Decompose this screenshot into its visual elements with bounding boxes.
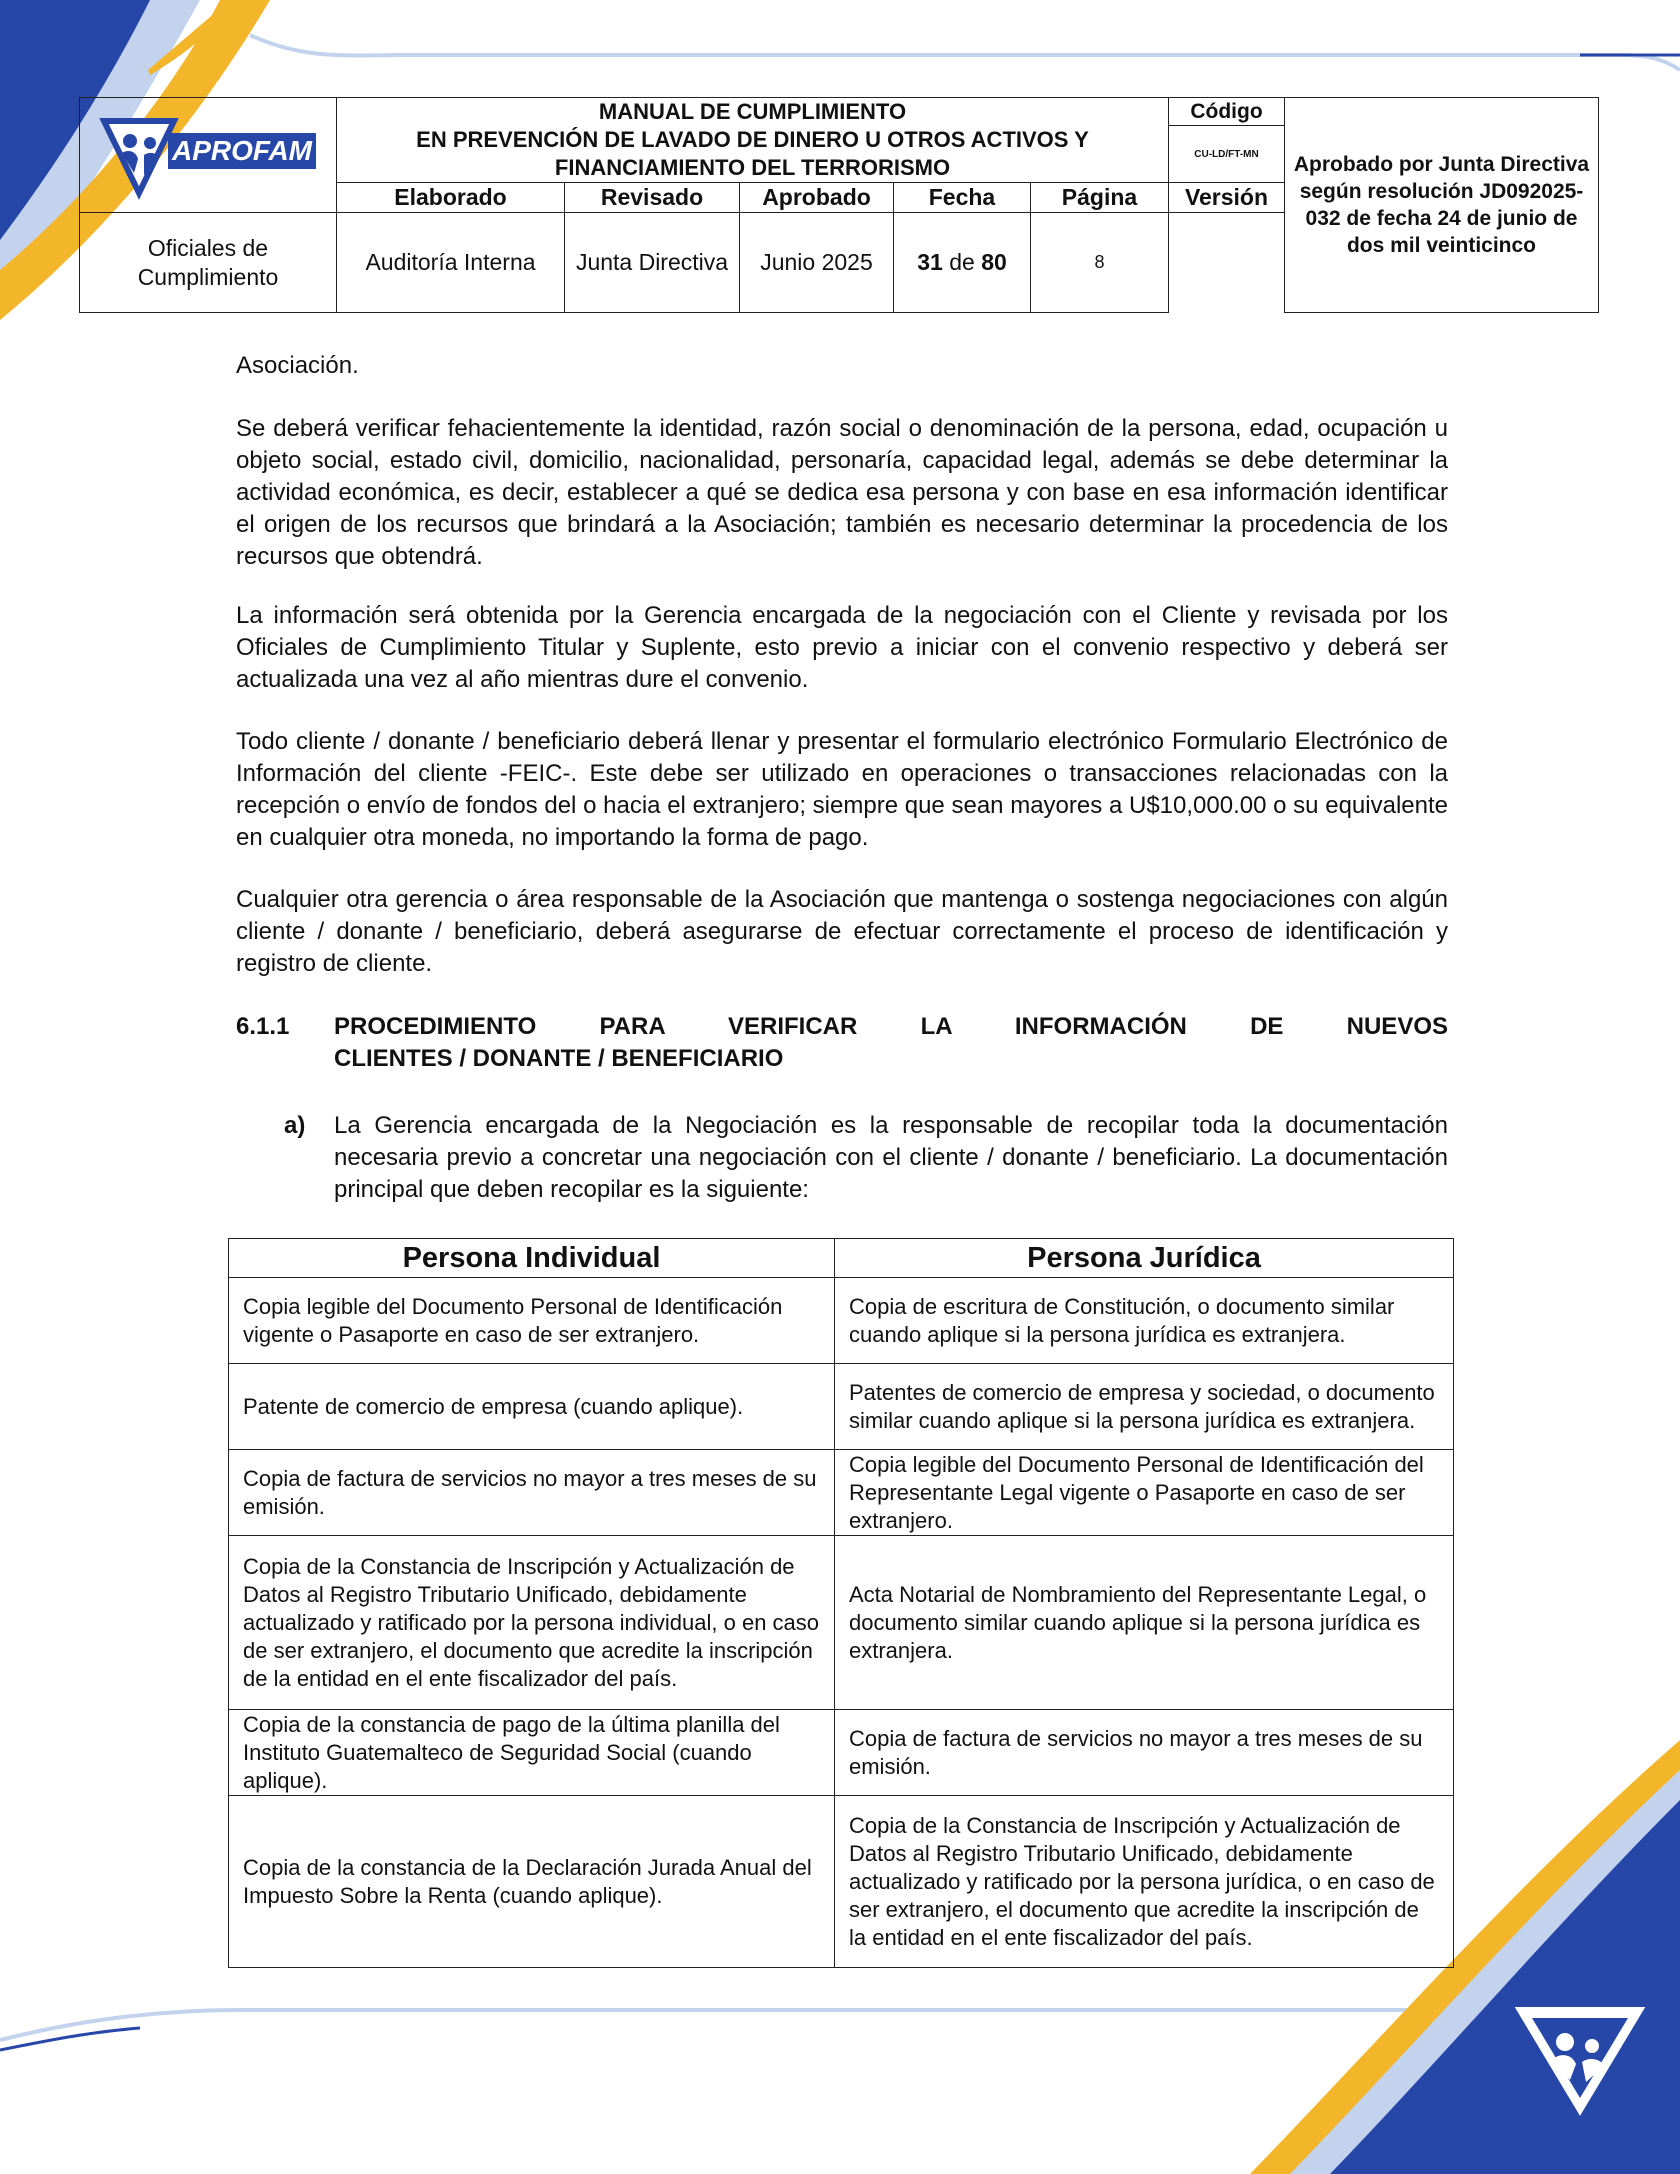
col-pagina: Página (1031, 183, 1169, 213)
page-current: 31 (917, 249, 943, 275)
col-aprobado: Aprobado (740, 183, 894, 213)
elaborado-value: Oficiales de Cumplimiento (80, 213, 337, 313)
paragraph-1: Se deberá verificar fehacientemente la identidad, razón social o denominación de la persona, edad, ocupación u objeto social, estado civil, domicilio, nacionalidad, personaría, capacidad legal, además se debe determinar la actividad económica, es decir, establecer a qué se dedica esa persona y con base en esa información identificar el origen de los recursos que brindará a la Asociación; también es necesario determinar la procedencia de los recursos que obtendrá. (236, 415, 1448, 570)
fecha-value: Junio 2025 (740, 213, 894, 313)
table-cell: Copia legible del Documento Personal de Identificación vigente o Pasaporte en caso de ser extranjero. (229, 1278, 835, 1364)
header-persona-juridica: Persona Jurídica (835, 1239, 1454, 1278)
col-elaborado: Elaborado (337, 183, 565, 213)
table-row (229, 1364, 1454, 1450)
table-cell: Patentes de comercio de empresa y sociedad, o documento similar cuando aplique si la persona jurídica es extranjera. (835, 1364, 1454, 1450)
table-row (229, 1536, 1454, 1710)
page-total: 80 (981, 249, 1007, 275)
table-cell: Copia de la Constancia de Inscripción y Actualización de Datos al Registro Tributario Unificado, debidamente actualizado y ratificado por la persona individual, o en caso de ser extranjero, el documento que acredite la inscripción de la entidad en el ente fiscalizador del país. (229, 1536, 835, 1710)
col-version: Versión (1169, 183, 1285, 213)
list-item-a (236, 1110, 1448, 1206)
section-number: 6.1.1 (236, 1013, 290, 1040)
table-row (229, 1796, 1454, 1968)
table-cell: Copia de factura de servicios no mayor a tres meses de su emisión. (835, 1710, 1454, 1796)
codigo-value: CU-LD/FT-MN (1169, 126, 1285, 183)
aprofam-logo (80, 98, 337, 213)
manual-title: MANUAL DE CUMPLIMIENTO EN PREVENCIÓN DE LAVADO DE DINERO U OTROS ACTIVOS Y FINANCIAMIENTO DEL TERRORISMO (337, 98, 1169, 183)
table-cell: Copia de la constancia de pago de la última planilla del Instituto Guatemalteco de Seguridad Social (cuando aplique). (229, 1710, 835, 1796)
table-cell: Copia de escritura de Constitución, o documento similar cuando aplique si la persona jurídica es extranjera. (835, 1278, 1454, 1364)
section-heading (236, 1011, 1448, 1075)
header-persona-individual: Persona Individual (229, 1239, 835, 1278)
table-row (229, 1278, 1454, 1364)
table-cell: Copia de la Constancia de Inscripción y Actualización de Datos al Registro Tributario Unificado, debidamente actualizado y ratificado por la persona jurídica, o en caso de ser extranjero, el documento que acredite la inscripción de la entidad en el ente fiscalizador del país. (835, 1796, 1454, 1968)
version-value: 8 (1031, 213, 1169, 313)
table-cell: Patente de comercio de empresa (cuando aplique). (229, 1364, 835, 1450)
document-header (79, 97, 1599, 313)
item-a-text: La Gerencia encargada de la Negociación es la responsable de recopilar toda la documentación necesaria previo a concretar una negociación con el cliente / donante / beneficiario. La documentación principal que deben recopilar es la siguiente: (334, 1112, 1448, 1203)
section-title-line1: PROCEDIMIENTO PARA VERIFICAR LA INFORMACIÓN DE NUEVOS (334, 1013, 1448, 1040)
paragraph-0: Asociación. (236, 352, 359, 379)
page-number (894, 213, 1031, 313)
documents-table (228, 1238, 1454, 1968)
section-title-line2: CLIENTES / DONANTE / BENEFICIARIO (334, 1045, 784, 1072)
item-a-label: a) (284, 1112, 306, 1139)
table-row (229, 1710, 1454, 1796)
approval-note: Aprobado por Junta Directiva según resolución JD092025-032 de fecha 24 de junio de dos mil veinticinco (1285, 98, 1599, 313)
table-cell: Copia de la constancia de la Declaración Jurada Anual del Impuesto Sobre la Renta (cuando aplique). (229, 1796, 835, 1968)
paragraph-4: Cualquier otra gerencia o área responsable de la Asociación que mantenga o sostenga negociaciones con algún cliente / donante / beneficiario, deberá asegurarse de efectuar correctamente el proceso de identificación y registro de cliente. (236, 886, 1448, 977)
col-fecha: Fecha (894, 183, 1031, 213)
col-revisado: Revisado (565, 183, 740, 213)
page-of: de (949, 249, 975, 275)
logo-text: APROFAM (171, 134, 312, 166)
footer-logo-icon (1510, 2000, 1650, 2120)
table-cell: Acta Notarial de Nombramiento del Representante Legal, o documento similar cuando aplique si la persona jurídica es extranjera. (835, 1536, 1454, 1710)
table-cell: Copia de factura de servicios no mayor a tres meses de su emisión. (229, 1450, 835, 1536)
codigo-label: Código (1169, 98, 1285, 126)
paragraph-2: La información será obtenida por la Gerencia encargada de la negociación con el Cliente y revisada por los Oficiales de Cumplimiento Titular y Suplente, esto previo a iniciar con el convenio respectivo y deberá ser actualizada una vez al año mientras dure el convenio. (236, 602, 1448, 693)
revisado-value: Auditoría Interna (337, 213, 565, 313)
aprobado-value: Junta Directiva (565, 213, 740, 313)
table-row (229, 1450, 1454, 1536)
table-cell: Copia legible del Documento Personal de Identificación del Representante Legal vigente o Pasaporte en caso de ser extranjero. (835, 1450, 1454, 1536)
aprofam-logo-icon (96, 103, 321, 203)
paragraph-3: Todo cliente / donante / beneficiario deberá llenar y presentar el formulario electrónico Formulario Electrónico de Información del cliente -FEIC-. Este debe ser utilizado en operaciones o transacciones relacionadas con la recepción o envío de fondos del o hacia el extranjero; siempre que sean mayores a U$10,000.00 o su equivalente en cualquier otra moneda, no importando la forma de pago. (236, 728, 1448, 851)
